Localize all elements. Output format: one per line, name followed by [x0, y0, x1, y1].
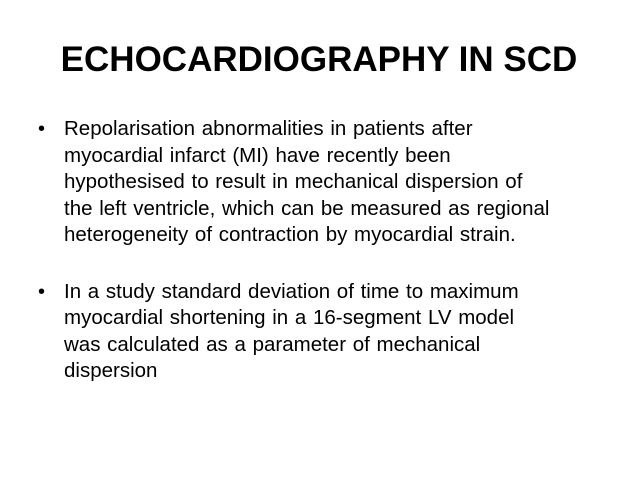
bullet-2-line-3: was calculated as a parameter of mechanical — [64, 332, 481, 356]
bullet-dot-icon: • — [38, 280, 46, 303]
bullet-item-2 — [38, 279, 608, 385]
bullet-2-line-4: dispersion — [64, 359, 158, 382]
bullet-dot-icon: • — [38, 118, 46, 140]
bullet-list — [38, 116, 608, 385]
bullet-1-line-3: hypothesised to result in mechanical dispersion of — [64, 170, 523, 193]
bullet-1-line-4: the left ventricle, which can be measured as regional — [64, 196, 550, 220]
slide-title: ECHOCARDIOGRAPHY IN SCD — [60, 40, 578, 79]
bullet-1-line-2: myocardial infarct (MI) have recently been — [64, 143, 451, 167]
bullet-1-line-5: heterogeneity of contraction by myocardial strain. — [64, 223, 516, 246]
bullet-2-line-1: In a study standard deviation of time to maximum — [64, 279, 519, 303]
bullet-1-line-1: Repolarisation abnormalities in patients after — [64, 117, 473, 140]
bullet-item-1 — [38, 116, 608, 249]
bullet-2-line-2: myocardial shortening in a 16-segment LV model — [64, 306, 515, 329]
